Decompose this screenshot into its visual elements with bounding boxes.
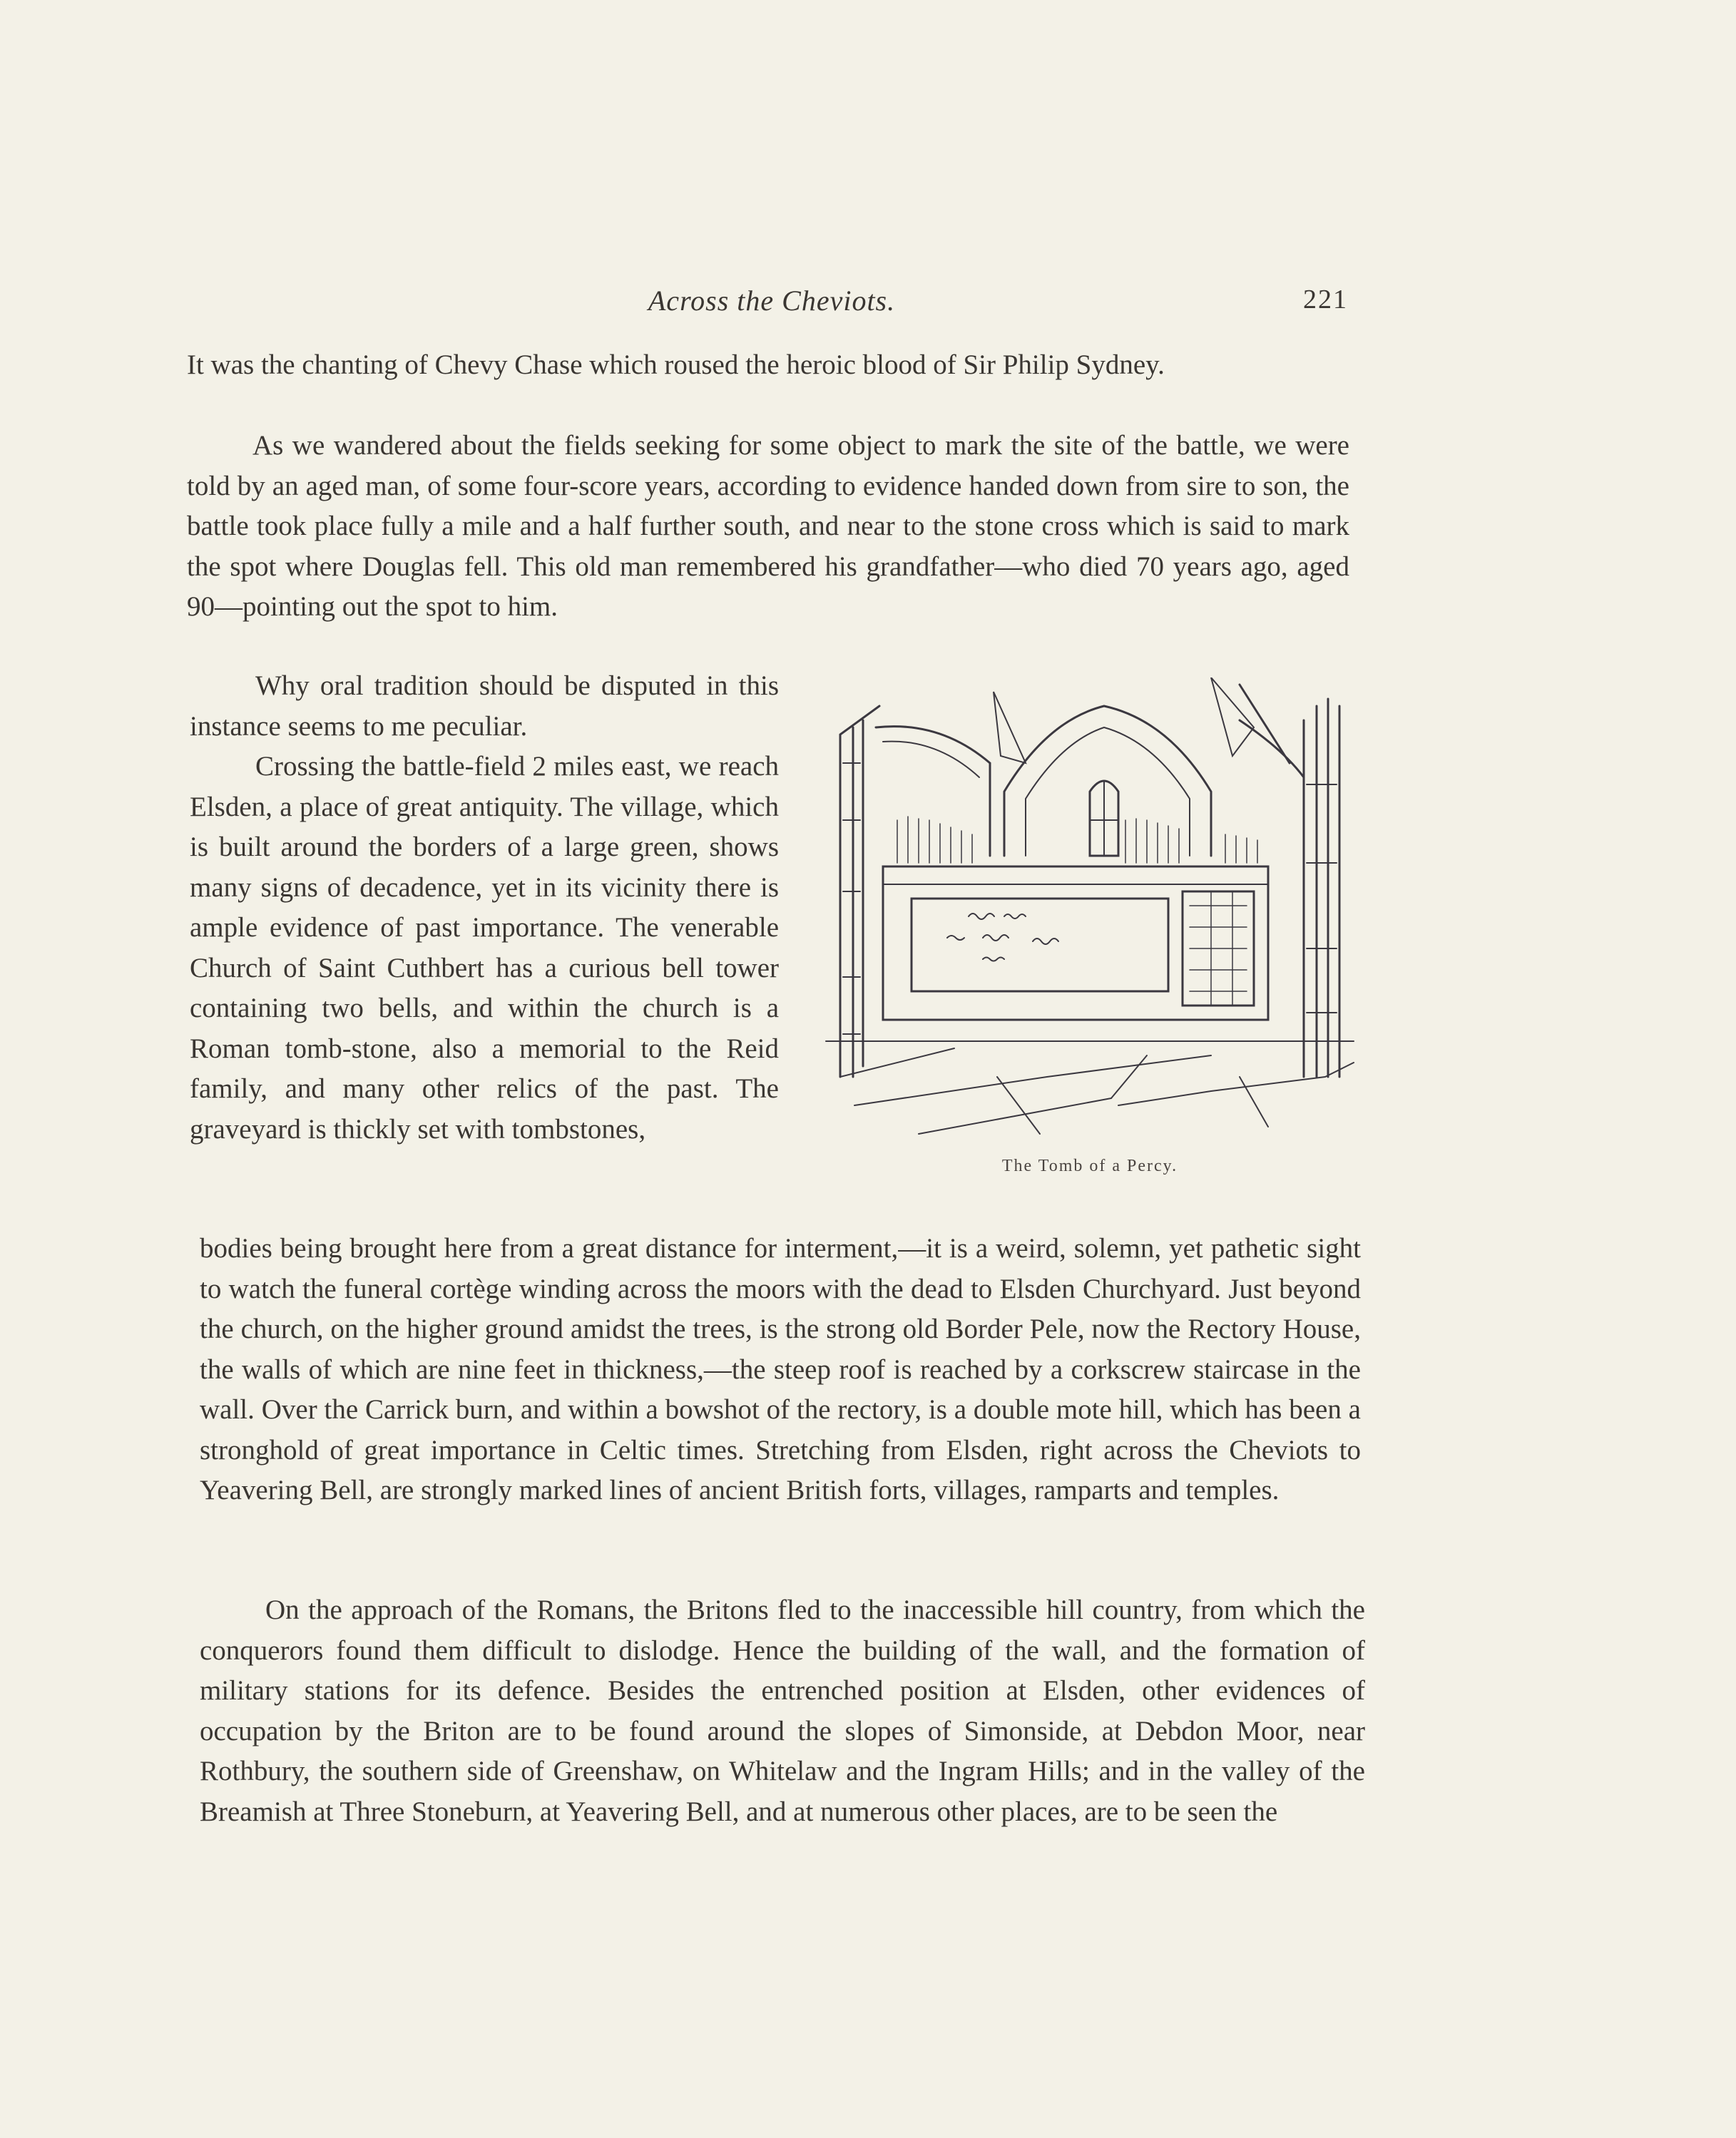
right-column — [1304, 699, 1339, 1077]
page-number: 221 — [1303, 285, 1348, 314]
wall-hatching — [897, 817, 1257, 863]
church-window — [1090, 781, 1118, 856]
figure-tomb-of-a-percy — [812, 677, 1368, 1191]
tomb-inscription — [947, 914, 1058, 961]
running-title: Across the Cheviots. — [648, 285, 896, 317]
paragraph-graveyard: bodies being brought here from a great distance for interment,—it is a weird, solemn, yet pathetic sight to watch the funeral cortège winding across the moors with the dead to Elsden Churchyard. Just beyond the church, on the higher ground amidst the trees, is the strong old Border Pele, now the Rectory House, the walls of which are nine feet in thickness,—the steep roof is reached by a corkscrew staircase in the wall. Over the Carrick burn, and within a bowshot of the rectory, is a double mote hill, which has been a stronghold of great importance in Celtic times. Stretching from Elsden, right across the Cheviots to Yeavering Bell, are strongly marked lines of ancient British forts, villages, ramparts and temples. — [200, 1233, 1361, 1505]
running-head — [187, 284, 1357, 327]
paragraph-battle-site: As we wandered about the fields seeking for some object to mark the site of the battle, we were told by an aged man, of some four-score years, according to evidence handed down from sire to son, the battle took place fully a mile and a half further south, and near to the stone cross which is said to mark the spot where Douglas fell. This old man remembered his grandfather—who died 70 years ago, aged 90—pointing out the spot to him. — [187, 430, 1349, 622]
paragraph-oral-tradition: Why oral tradition should be disputed in this instance seems to me peculiar. — [190, 670, 779, 742]
paragraph-romans: On the approach of the Romans, the Britons fled to the inaccessible hill country, from which the conquerors found them difficult to dislodge. Hence the building of the wall, and the formation of military stations for its defence. Besides the entrenched position at Elsden, other evidences of occupation by the Briton are to be found around the slopes of Simonside, at Debdon Moor, near Rothbury, the southern side of Greenshaw, on Whitelaw and the Ingram Hills; and in the valley of the Breamish at Three Stoneburn, at Yeavering Bell, and at numerous other places, are to be seen the — [200, 1595, 1365, 1827]
paragraph-elsden: Crossing the battle-field 2 miles east, we reach Elsden, a place of great antiquity. The village, which is built around the borders of a large green, shows many signs of decadence, yet in its vicinity there is ample evidence of past importance. The venerable Church of Saint Cuthbert has a curious bell tower containing two bells, and within the church is a Roman tomb-stone, also a memorial to the Reid family, and many other relics of the past. The graveyard is thickly set with tombstones, — [190, 751, 779, 1145]
tomb-chest — [883, 866, 1268, 1020]
tomb-illustration — [812, 677, 1368, 1148]
floor-slabs — [826, 1041, 1354, 1134]
figure-caption: The Tomb of a Percy. — [1001, 1157, 1178, 1175]
paragraph-chevy-chase: It was the chanting of Chevy Chase which roused the heroic blood of Sir Philip Sydney. — [187, 349, 1165, 380]
left-column — [840, 706, 879, 1077]
